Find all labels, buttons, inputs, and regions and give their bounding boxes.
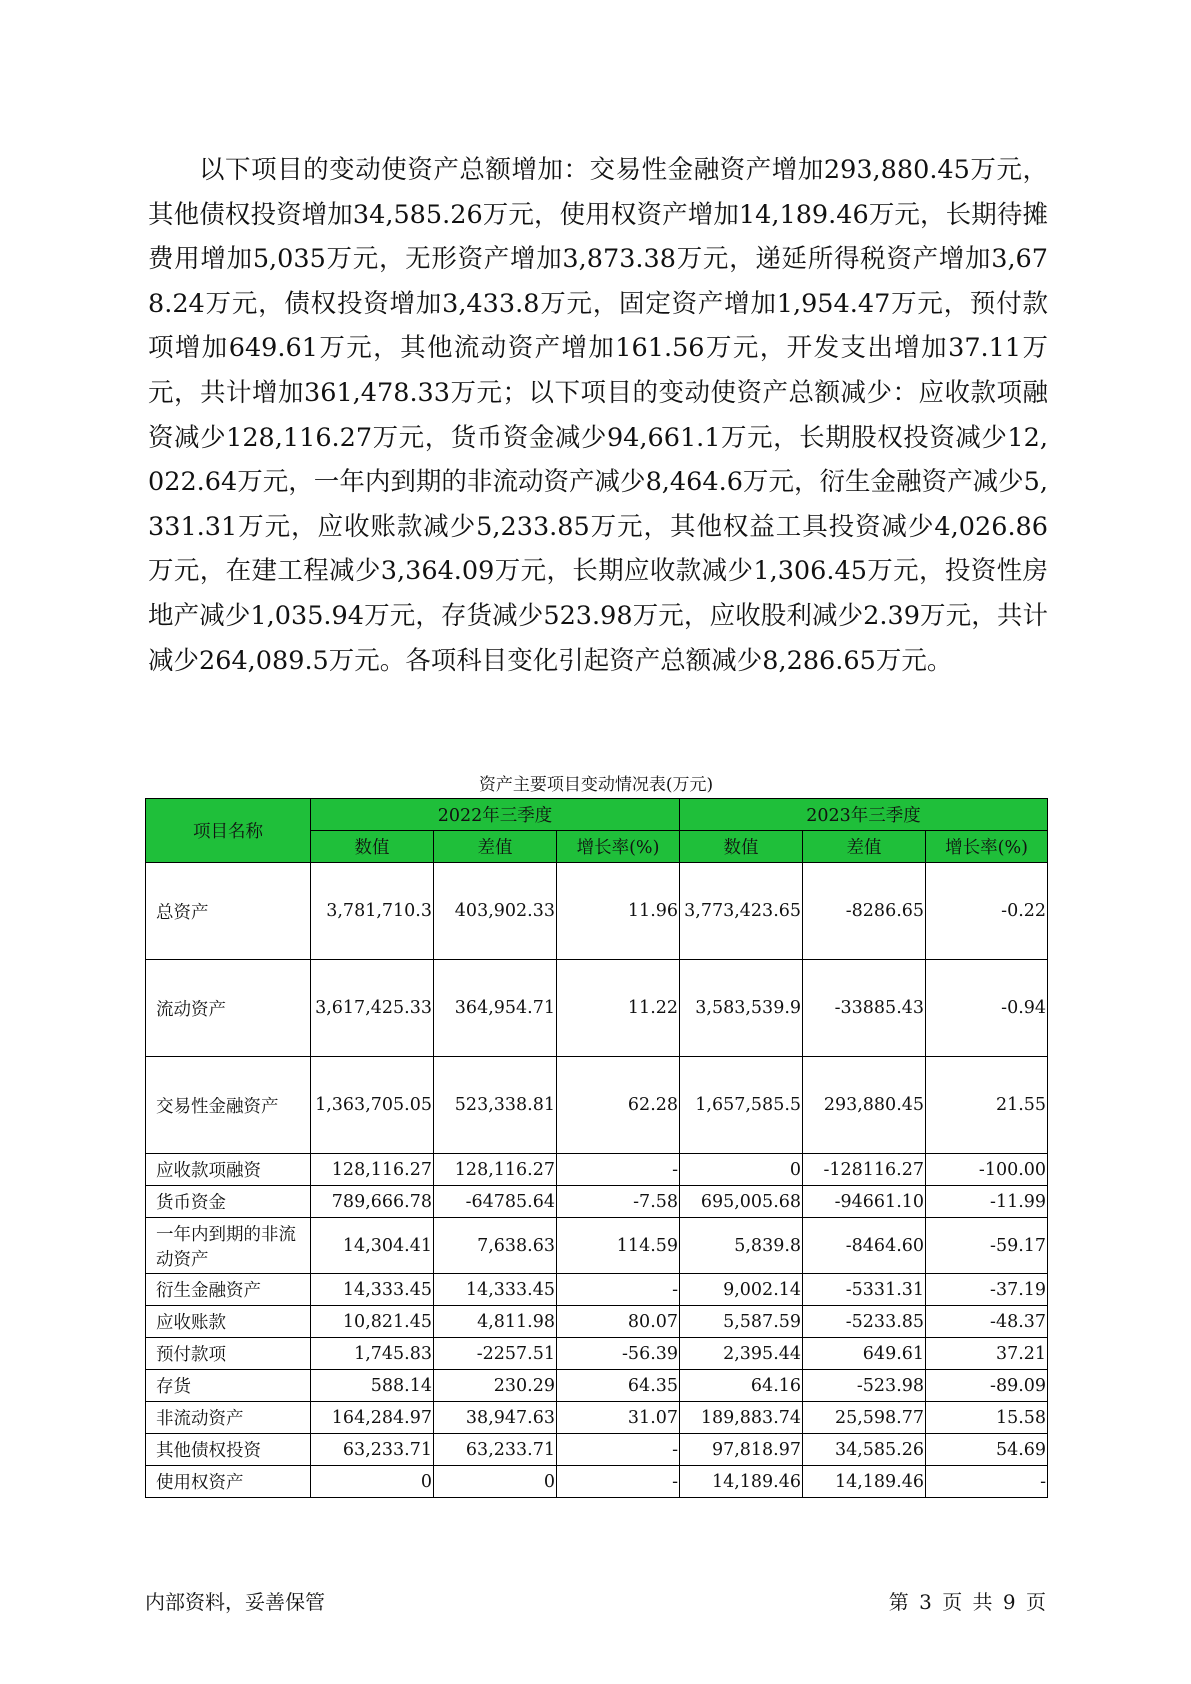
cell-growth-2023: -59.17: [926, 1218, 1048, 1274]
row-item-name: 交易性金融资产: [146, 1057, 311, 1154]
cell-value-2022: 1,745.83: [311, 1338, 434, 1370]
header-diff-2023: 差值: [803, 831, 926, 863]
row-item-name: 其他债权投资: [146, 1434, 311, 1466]
asset-change-table: [145, 798, 1048, 1498]
header-value-2023: 数值: [680, 831, 803, 863]
row-item-name: 应收款项融资: [146, 1154, 311, 1186]
cell-value-2023: 97,818.97: [680, 1434, 803, 1466]
table-row: [146, 1218, 1048, 1274]
table-row: [146, 1274, 1048, 1306]
cell-diff-2022: 63,233.71: [434, 1434, 557, 1466]
cell-growth-2023: -11.99: [926, 1186, 1048, 1218]
cell-growth-2023: -100.00: [926, 1154, 1048, 1186]
cell-growth-2022: -: [557, 1466, 680, 1498]
cell-value-2022: 3,617,425.33: [311, 960, 434, 1057]
cell-growth-2022: -: [557, 1434, 680, 1466]
cell-value-2022: 63,233.71: [311, 1434, 434, 1466]
cell-diff-2023: -8464.60: [803, 1218, 926, 1274]
cell-diff-2023: -94661.10: [803, 1186, 926, 1218]
header-diff-2022: 差值: [434, 831, 557, 863]
cell-diff-2023: 34,585.26: [803, 1434, 926, 1466]
cell-growth-2022: 31.07: [557, 1402, 680, 1434]
cell-value-2023: 0: [680, 1154, 803, 1186]
cell-diff-2023: -5233.85: [803, 1306, 926, 1338]
table-row: [146, 1402, 1048, 1434]
cell-growth-2022: 114.59: [557, 1218, 680, 1274]
cell-value-2023: 2,395.44: [680, 1338, 803, 1370]
header-value-2022: 数值: [311, 831, 434, 863]
cell-diff-2023: 649.61: [803, 1338, 926, 1370]
cell-value-2022: 0: [311, 1466, 434, 1498]
row-item-name: 使用权资产: [146, 1466, 311, 1498]
table-row: [146, 1338, 1048, 1370]
cell-diff-2022: 230.29: [434, 1370, 557, 1402]
cell-growth-2023: -89.09: [926, 1370, 1048, 1402]
cell-diff-2023: -33885.43: [803, 960, 926, 1057]
table-row: [146, 960, 1048, 1057]
cell-growth-2022: 64.35: [557, 1370, 680, 1402]
row-item-name: 预付款项: [146, 1338, 311, 1370]
cell-diff-2023: -5331.31: [803, 1274, 926, 1306]
cell-growth-2023: 15.58: [926, 1402, 1048, 1434]
cell-value-2022: 10,821.45: [311, 1306, 434, 1338]
cell-value-2023: 64.16: [680, 1370, 803, 1402]
cell-diff-2023: -523.98: [803, 1370, 926, 1402]
cell-diff-2022: 4,811.98: [434, 1306, 557, 1338]
table-row: [146, 1466, 1048, 1498]
cell-growth-2022: 62.28: [557, 1057, 680, 1154]
cell-growth-2022: -7.58: [557, 1186, 680, 1218]
cell-growth-2022: -: [557, 1154, 680, 1186]
cell-value-2023: 5,839.8: [680, 1218, 803, 1274]
cell-diff-2022: -64785.64: [434, 1186, 557, 1218]
cell-diff-2023: 293,880.45: [803, 1057, 926, 1154]
cell-value-2022: 789,666.78: [311, 1186, 434, 1218]
cell-growth-2023: -: [926, 1466, 1048, 1498]
cell-value-2022: 14,333.45: [311, 1274, 434, 1306]
cell-value-2022: 128,116.27: [311, 1154, 434, 1186]
table-body: [146, 863, 1048, 1498]
row-item-name: 一年内到期的非流动资产: [146, 1218, 311, 1274]
cell-value-2023: 695,005.68: [680, 1186, 803, 1218]
cell-diff-2023: 25,598.77: [803, 1402, 926, 1434]
row-item-name: 存货: [146, 1370, 311, 1402]
cell-value-2022: 164,284.97: [311, 1402, 434, 1434]
cell-value-2023: 5,587.59: [680, 1306, 803, 1338]
footer-page-number: 第 3 页 共 9 页: [888, 1590, 1046, 1614]
cell-value-2022: 3,781,710.3: [311, 863, 434, 960]
cell-diff-2022: 7,638.63: [434, 1218, 557, 1274]
header-growth-2022: 增长率(%): [557, 831, 680, 863]
cell-value-2023: 9,002.14: [680, 1274, 803, 1306]
table-row: [146, 1306, 1048, 1338]
cell-diff-2022: 403,902.33: [434, 863, 557, 960]
cell-value-2023: 14,189.46: [680, 1466, 803, 1498]
cell-growth-2022: 80.07: [557, 1306, 680, 1338]
cell-growth-2023: 54.69: [926, 1434, 1048, 1466]
cell-diff-2022: 14,333.45: [434, 1274, 557, 1306]
cell-growth-2022: -56.39: [557, 1338, 680, 1370]
table-row: [146, 1434, 1048, 1466]
cell-growth-2022: -: [557, 1274, 680, 1306]
cell-diff-2023: 14,189.46: [803, 1466, 926, 1498]
cell-value-2023: 3,773,423.65: [680, 863, 803, 960]
cell-value-2023: 3,583,539.9: [680, 960, 803, 1057]
footer-confidential-note: 内部资料，妥善保管: [145, 1590, 325, 1614]
table-row: [146, 1057, 1048, 1154]
cell-diff-2022: 364,954.71: [434, 960, 557, 1057]
header-period-2023: 2023年三季度: [680, 799, 1048, 831]
cell-diff-2023: -8286.65: [803, 863, 926, 960]
cell-diff-2022: 128,116.27: [434, 1154, 557, 1186]
header-period-2022: 2022年三季度: [311, 799, 680, 831]
cell-diff-2023: -128116.27: [803, 1154, 926, 1186]
cell-growth-2022: 11.22: [557, 960, 680, 1057]
header-growth-2023: 增长率(%): [926, 831, 1048, 863]
cell-growth-2023: -0.94: [926, 960, 1048, 1057]
table-row: [146, 1370, 1048, 1402]
cell-growth-2023: -37.19: [926, 1274, 1048, 1306]
table-caption: 资产主要项目变动情况表(万元): [478, 775, 714, 795]
table-row: [146, 1154, 1048, 1186]
row-item-name: 流动资产: [146, 960, 311, 1057]
cell-diff-2022: 523,338.81: [434, 1057, 557, 1154]
body-paragraph: 以下项目的变动使资产总额增加：交易性金融资产增加293,880.45万元，其他债权投资增加34,585.26万元，使用权资产增加14,189.46万元，长期待摊费用增加5,035万元，无形资产增加3,873.38万元，递延所得税资产增加3,678.24万元，债权投资增加3,433.8万元，固定资产增加1,954.47万元，预付款项增加649.61万元，其他流动资产增加161.56万元，开发支出增加37.11万元，共计增加361,478.33万元；以下项目的变动使资产总额减少：应收款项融资减少128,116.27万元，货币资金减少94,661.1万元，长期股权投资减少12,022.64万元，一年内到期的非流动资产减少8,464.6万元，衍生金融资产减少5,331.31万元，应收账款减少5,233.85万元，其他权益工具投资减少4,026.86万元，在建工程减少3,364.09万元，长期应收款减少1,306.45万元，投资性房地产减少1,035.94万元，存货减少523.98万元，应收股利减少2.39万元，共计减少264,089.5万元。各项科目变化引起资产总额减少8,286.65万元。: [148, 155, 1048, 676]
cell-growth-2023: -48.37: [926, 1306, 1048, 1338]
cell-diff-2022: -2257.51: [434, 1338, 557, 1370]
cell-value-2023: 189,883.74: [680, 1402, 803, 1434]
row-item-name: 货币资金: [146, 1186, 311, 1218]
table-row: [146, 1186, 1048, 1218]
cell-value-2023: 1,657,585.5: [680, 1057, 803, 1154]
cell-growth-2022: 11.96: [557, 863, 680, 960]
row-item-name: 衍生金融资产: [146, 1274, 311, 1306]
cell-growth-2023: -0.22: [926, 863, 1048, 960]
cell-diff-2022: 0: [434, 1466, 557, 1498]
row-item-name: 非流动资产: [146, 1402, 311, 1434]
header-item-name: 项目名称: [146, 799, 311, 863]
row-item-name: 应收账款: [146, 1306, 311, 1338]
cell-value-2022: 588.14: [311, 1370, 434, 1402]
cell-growth-2023: 21.55: [926, 1057, 1048, 1154]
table-row: [146, 863, 1048, 960]
cell-value-2022: 14,304.41: [311, 1218, 434, 1274]
cell-growth-2023: 37.21: [926, 1338, 1048, 1370]
cell-value-2022: 1,363,705.05: [311, 1057, 434, 1154]
cell-diff-2022: 38,947.63: [434, 1402, 557, 1434]
row-item-name: 总资产: [146, 863, 311, 960]
